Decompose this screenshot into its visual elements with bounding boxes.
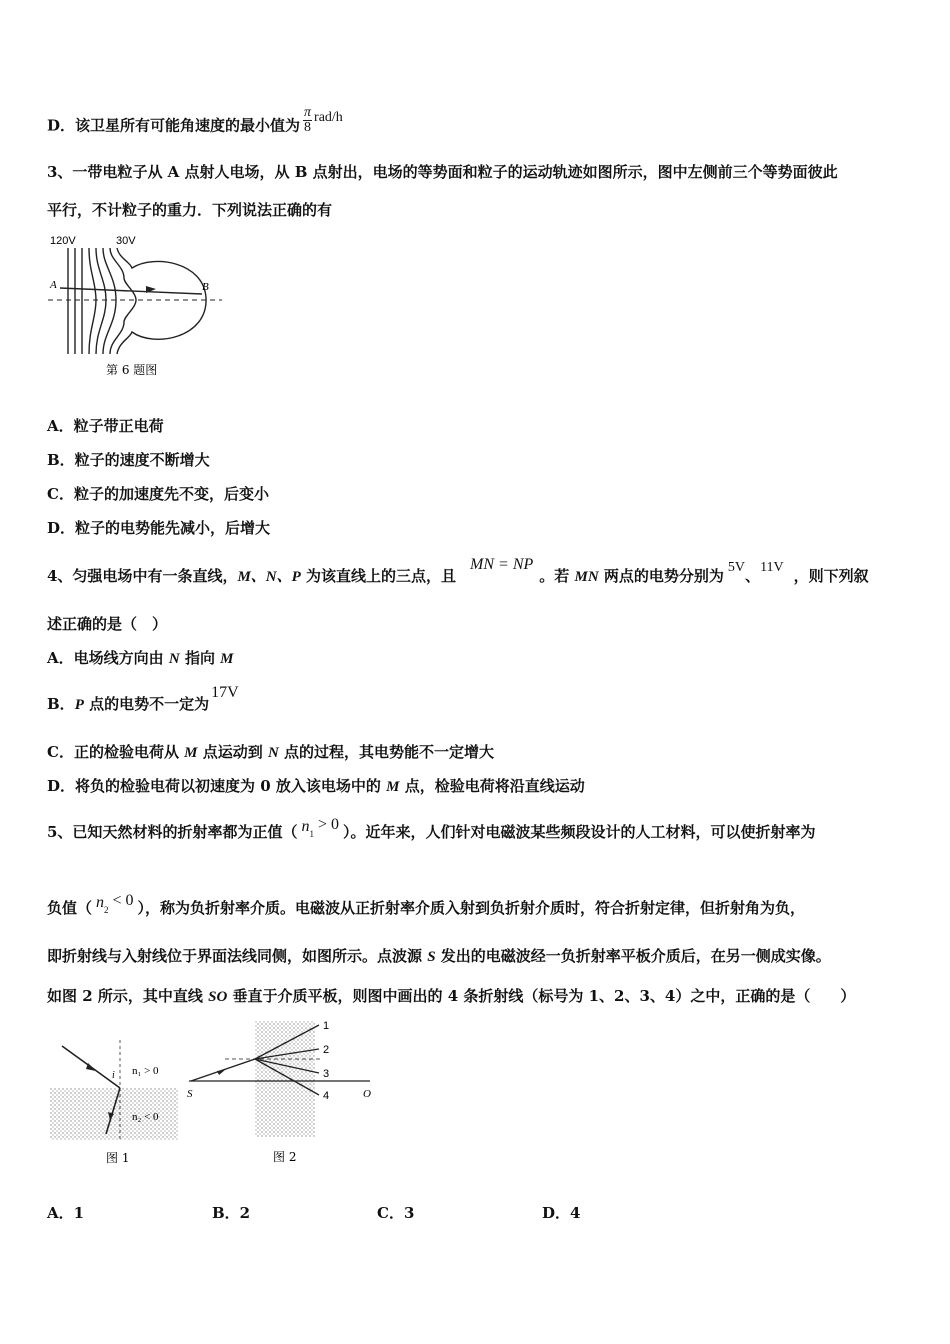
- q5-n2-subscript: 2: [104, 905, 109, 915]
- point-b-label: B: [202, 281, 209, 293]
- figure-2-caption: 图 2: [273, 1150, 297, 1164]
- q5-n2: n: [96, 894, 105, 911]
- q5-n1: n: [301, 818, 310, 835]
- figure-caption: 第 6 题图: [106, 363, 158, 377]
- q4-option-d: [47, 776, 585, 797]
- potential-5v: 5V: [727, 560, 746, 575]
- q5-n1-subscript: 1: [309, 829, 314, 839]
- q4-stem-part1: 4、匀强电场中有一条直线，: [47, 567, 238, 585]
- q4-option-c-mid: 点运动到: [197, 743, 268, 761]
- q4-stem-line1: [47, 556, 869, 588]
- q4-option-c: [47, 742, 494, 763]
- q5-option-b: B．2: [212, 1204, 251, 1222]
- q4-option-a-text: A．电场线方向由: [47, 649, 169, 667]
- q4-option-c-post: 点的过程，其电势能不一定增大: [278, 743, 495, 761]
- q4-stem-part3: 。若: [539, 567, 575, 585]
- q4-option-a: [47, 648, 234, 669]
- q4-option-a-m: M: [220, 651, 234, 667]
- point-o-label: O: [363, 1088, 371, 1100]
- q5-line3: [47, 946, 831, 967]
- negative-index-slab: [255, 1021, 315, 1137]
- refraction-figure-1: [50, 1040, 185, 1170]
- q3-option-b: B．粒子的速度不断增大: [47, 451, 210, 469]
- q5-line2-post: ），称为负折射率介质。电磁波从正折射率介质入射到负折射介质时，符合折射定律，但折射角为负，: [137, 899, 806, 917]
- q4-separator: 、: [745, 567, 761, 585]
- q5-line4-prefix: 如图 2 所示，其中直线: [47, 987, 209, 1005]
- potential-17v: 17V: [211, 684, 239, 701]
- q5-line2: [47, 892, 806, 920]
- q5-n1-condition: > 0: [313, 816, 339, 833]
- ray-label-3: 3: [323, 1068, 330, 1080]
- q4-option-d-m: M: [386, 779, 400, 795]
- angle-i-label: i: [112, 1070, 115, 1081]
- q5-line2-prefix: 负值（: [47, 899, 93, 917]
- q5-line1-prefix: 5、已知天然材料的折射率都为正值（: [47, 823, 298, 841]
- point-s-label: S: [187, 1088, 193, 1100]
- q5-line4: [47, 986, 855, 1007]
- q5-line4-post: 垂直于介质平板，则图中画出的 4 条折射线（标号为 1、2、3、4）之中，正确的是（ ）: [227, 987, 856, 1005]
- q5-option-d: D．4: [542, 1204, 581, 1222]
- q4-option-a-n: N: [168, 651, 180, 667]
- parallel-equipotential-lines: [68, 248, 206, 354]
- refraction-figure-2: [185, 1015, 385, 1170]
- q3-option-c: C．粒子的加速度先不变，后变小: [47, 485, 269, 503]
- q2-option-d-text: D．该卫星所有可能角速度的最小值为: [47, 116, 301, 135]
- incident-ray-s: [191, 1059, 255, 1081]
- q4-points-mnp: M、N、P: [237, 569, 301, 585]
- q5-line-so: SO: [208, 989, 228, 1005]
- figure-1-caption: 图 1: [106, 1151, 130, 1165]
- q5-line3-post: 发出的电磁波经一负折射率平板介质后，在另一侧成实像。: [435, 947, 831, 965]
- q4-stem-part5: ，则下列叙: [793, 567, 869, 585]
- q3-option-a: A．粒子带正电荷: [47, 417, 164, 435]
- q4-option-b-prefix: B．: [47, 695, 75, 713]
- ray-label-2: 2: [323, 1044, 330, 1056]
- q4-option-d-post: 点，检验电荷将沿直线运动: [399, 777, 585, 795]
- q3-option-d: D．粒子的电势能先减小，后增大: [47, 519, 271, 537]
- q4-option-a-mid: 指向: [179, 649, 221, 667]
- q4-stem-part2: 为该直线上的三点，且: [300, 567, 457, 585]
- q5-option-a: A．1: [47, 1204, 85, 1222]
- equation-mn-np: MN = NP: [470, 556, 534, 573]
- q4-option-c-n: N: [267, 745, 279, 761]
- q5-line3-prefix: 即折射线与入射线位于界面法线同侧，如图所示。点波源: [47, 947, 428, 965]
- q5-line1-post: ）。近年来，人们针对电磁波某些频段设计的人工材料，可以使折射率为: [342, 823, 816, 841]
- n2-label: n₂ < 0: [132, 1111, 159, 1123]
- fraction-denominator: 8: [304, 120, 312, 135]
- equipotential-figure: [44, 232, 234, 382]
- q3-stem-line1: 3、一带电粒子从 A 点射人电场，从 B 点射出，电场的等势面和粒子的运动轨迹如图所示，图中左侧前三个等势面彼此: [47, 163, 838, 181]
- ray-label-4: 4: [323, 1090, 330, 1102]
- label-30v: 30V: [116, 235, 136, 247]
- q4-option-b-text: 点的电势不一定为: [83, 695, 210, 713]
- n1-label: n₁ > 0: [132, 1065, 159, 1077]
- q4-mn: MN: [574, 569, 599, 585]
- fraction-numerator: π: [304, 105, 312, 120]
- q4-option-c-m: M: [184, 745, 198, 761]
- unit-rad-per-hour: rad/h: [314, 109, 343, 125]
- q4-option-b-p: P: [74, 697, 84, 713]
- q4-stem-line2: 述正确的是（ ）: [47, 615, 168, 633]
- pi-over-eight-fraction: [303, 106, 312, 135]
- q4-option-d-prefix: D．将负的检验电荷以初速度为 0 放入该电场中的: [47, 777, 387, 795]
- q5-point-s: S: [427, 949, 436, 965]
- q2-option-d: [47, 105, 343, 141]
- ray-label-1: 1: [323, 1020, 330, 1032]
- q3-stem-line2: 平行，不计粒子的重力．下列说法正确的有: [47, 201, 333, 219]
- point-a-label: A: [50, 279, 57, 291]
- potential-11v: 11V: [760, 560, 784, 575]
- q4-option-b: [47, 684, 239, 715]
- q4-option-c-prefix: C．正的检验电荷从: [47, 743, 185, 761]
- q5-line1: [47, 816, 816, 844]
- incident-arrow-icon: [217, 1070, 225, 1075]
- q5-n2-condition: < 0: [108, 892, 134, 909]
- label-120v: 120V: [50, 235, 76, 247]
- q5-option-c: C．3: [377, 1204, 415, 1222]
- q4-stem-part4: 两点的电势分别为: [598, 567, 724, 585]
